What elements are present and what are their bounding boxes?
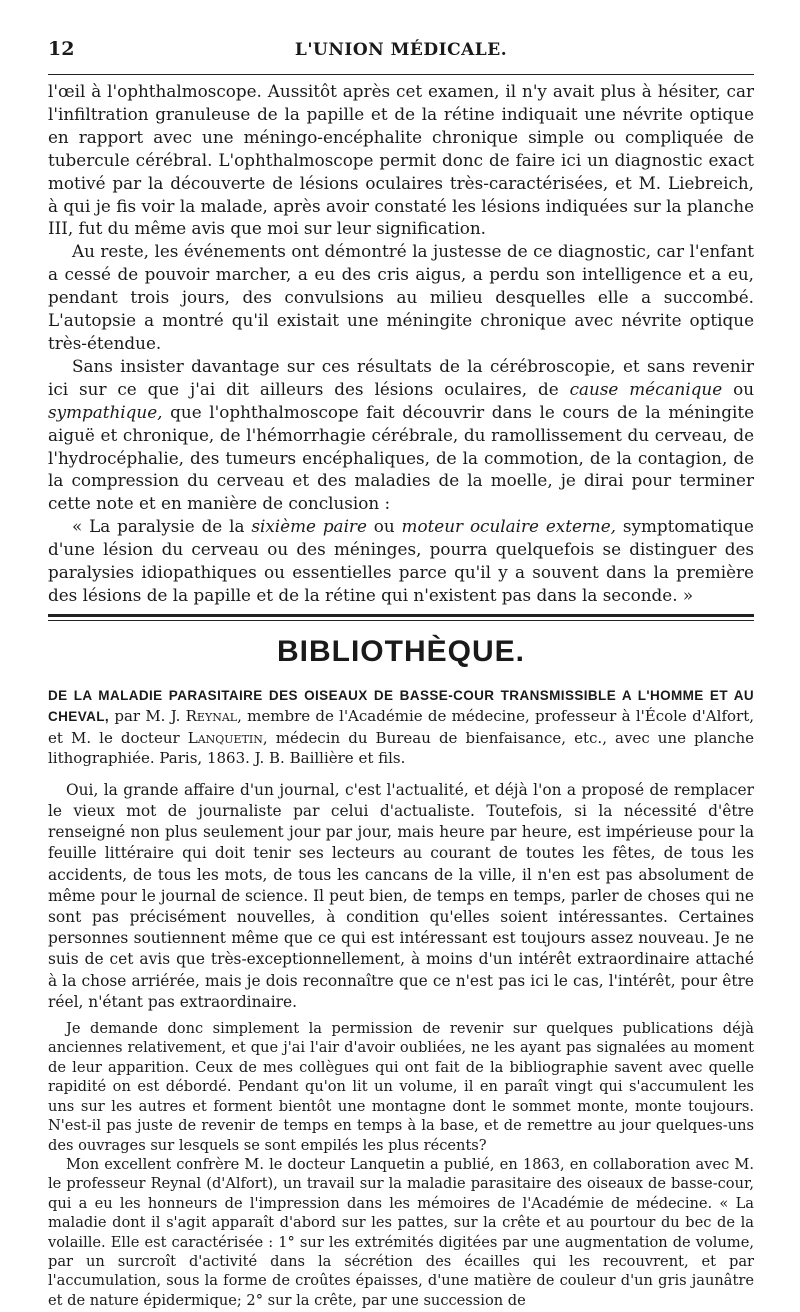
article-paragraph-1: l'œil à l'ophthalmoscope. Aussitôt après cet examen, il n'y avait plus à hésiter, car l'infiltration granuleuse de la papille et de la rétine indiquait une névrite optique en rapport avec une méningo-encéphalite chronique simple ou compliquée de tubercule cérébral. L'ophthalmoscope permit donc de faire ici un diagnostic exact motivé par la découverte de lésions oculaires très-caractérisées, et M. Liebreich, à qui je fis voir la malade, après avoir constaté les lésions indiquées sur la planche III, fut du même avis que moi sur leur signification.	[48, 81, 754, 239]
article-paragraph-3: Sans insister davantage sur ces résultats de la cérébroscopie, et sans revenir ici sur ce que j'ai dit ailleurs des lésions oculaires, de cause mécanique ou sympathique, que l'ophthalmoscope fait découvrir dans le cours de la méningite aiguë et chronique, de l'hémorrhagie cérébrale, du ramollissement du cerveau, de l'hydrocéphalie, des tumeurs encéphaliques, de la commotion, de la contagion, de la compression du cerveau et des maladies de la moelle, je dirai pour terminer cette note et en manière de conclusion :	[48, 355, 755, 514]
review-paragraph-3: Mon excellent confrère M. le docteur Lanquetin a publié, en 1863, en collaboration avec M. le professeur Reynal (d'Alfort), un travail sur la maladie parasitaire des oiseaux de basse-cour, qui a eu les honneurs de l'impression dans les mémoires de l'Académie de médecine. « La maladie dont il s'agit apparaît d'abord sur les pattes, sur la crête et au pourtour du bec de la volaille. Elle est caractérisée : 1° sur les extrémités digitées par une augmentation de volume, par un surcroît d'activité dans la sécrétion des écailles qui les recouvrent, et par l'accumulation, sous la forme de croûtes épaisses, d'une matière de couleur d'un gris jaunâtre et de nature épidermique; 2° sur la crête, par une succession de	[48, 1155, 754, 1309]
review-paragraph-2: Je demande donc simplement la permission de revenir sur quelques publications déjà anciennes relativement, et que j'ai l'air d'avoir oubliées, ne les ayant pas signalées au moment de leur apparition. Ceux de mes collègues qui ont fait de la bibliographie savent avec quelle rapidité on est débordé. Pendant qu'on lit un volume, il en paraît vingt qui s'accumulent les uns sur les autres et forment bientôt une montagne dont le sommet monte, monte toujours. N'est-il pas juste de revenir de temps en temps à la base, et de remettre au jour quelques-uns des ouvrages sur lesquels se sont empilés les plus récents?	[48, 1020, 754, 1154]
journal-page	[48, 38, 754, 1310]
page-number: 12	[48, 38, 75, 60]
page-header	[48, 38, 754, 72]
book-reference: DE LA MALADIE PARASITAIRE DES OISEAUX DE BASSE-COUR TRANSMISSIBLE A L'HOMME ET AU CHEVAL, par M. J. Reynal, membre de l'Académie de médecine, professeur à l'École d'Alfort, et M. le docteur Lanquetin, médecin du Bureau de bienfaisance, etc., avec une planche lithographiée. Paris, 1863. J. B. Baillière et fils.	[48, 687, 754, 768]
review-paragraph-1: Oui, la grande affaire d'un journal, c'est l'actualité, et déjà l'on a proposé de remplacer le vieux mot de journaliste par celui d'actualiste. Toutefois, si la nécessité d'être renseigné non plus seulement jour par jour, mais heure par heure, est impérieuse pour la feuille littéraire qui doit tenir ses lecteurs au courant de toutes les fêtes, de tous les accidents, de tous les mots, de tous les cancans de la ville, il n'en est pas absolument de même pour le journal de science. Il peut bien, de temps en temps, parler de choses qui ne sont pas précisément nouvelles, à condition qu'elles soient intéressantes. Certaines personnes soutiennent même que ce qui est intéressant est toujours assez nouveau. Je ne suis de cet avis que très-exceptionnellement, à moins d'un intérêt extraordinaire attaché à la chose arriérée, mais je dois reconnaître que ce n'est pas ici le cas, l'intérêt, pour être réel, n'étant pas extraordinaire.	[48, 780, 754, 1011]
running-title: L'UNION MÉDICALE.	[294, 40, 508, 60]
review-body	[48, 780, 754, 1310]
section-title: BIBLIOTHÈQUE.	[276, 634, 525, 668]
author-lanquetin: Lanquetin	[187, 728, 263, 747]
author-reynal: Reynal	[185, 707, 238, 726]
section-divider	[48, 614, 754, 621]
conclusion-quote: « La paralysie de la sixième paire ou moteur oculaire externe, symptomatique d'une lésion du cerveau ou des méninges, pourra quelquefois se distinguer des paralysies idiopathiques ou essentielles parce qu'il y a souvent dans la première des lésions de la papille et de la rétine qui n'existent pas dans la seconde. »	[48, 516, 754, 605]
book-title: DE LA MALADIE PARASITAIRE DES OISEAUX DE BASSE-COUR TRANSMISSIBLE A L'HOMME ET AU CHEVAL,	[48, 687, 754, 725]
article-paragraph-2: Au reste, les événements ont démontré la justesse de ce diagnostic, car l'enfant a cessé de pouvoir marcher, a eu des cris aigus, a perdu son intelligence et a eu, pendant trois jours, des convulsions au milieu desquelles elle a succombé. L'autopsie a montré qu'il existait une méningite chronique avec névrite optique très-étendue.	[48, 241, 754, 353]
article-body	[48, 80, 754, 607]
header-rule	[48, 74, 754, 75]
